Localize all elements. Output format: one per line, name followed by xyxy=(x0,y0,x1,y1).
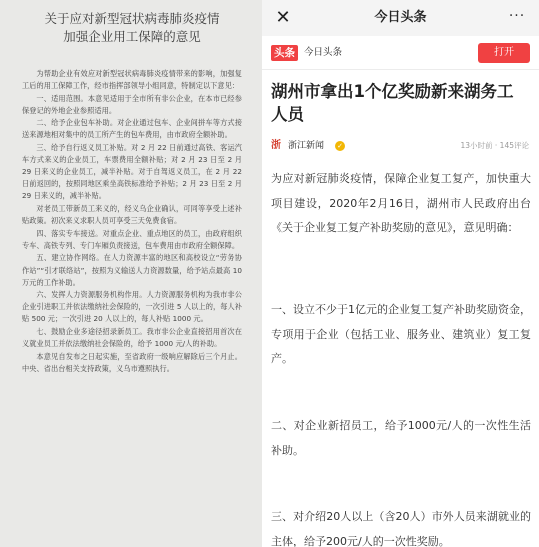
document-paragraph: 本意见自发布之日起实施，至省政府一级响应解除后三个月止。中央、省出台相关支持政策，义乌市遵照执行。 xyxy=(22,351,242,373)
document-paragraph: 二、给予企业包车补助。对企业通过包车、企业间拼车等方式接送来源地相对集中的员工所产生的包车费用，由市政府全额补助。 xyxy=(22,118,242,140)
open-app-button[interactable]: 打开 xyxy=(478,43,530,63)
document-paragraph: 五、建立协作网络。在人力资源丰富的地区和高校设立“劳务协作站”“引才联络站”，按照为义输送人力资源数量，给予站点最高 10 万元的工作补助。 xyxy=(22,253,242,287)
document-title-line2: 加强企业用工保障的意见 xyxy=(63,29,201,44)
article-paragraph: 为应对新冠肺炎疫情，保障企业复工复产，加快重大项目建设，2020年2月16日，湖州市人民政府出台《关于企业复工复产补助奖励的意见》，意见明确： xyxy=(271,172,531,234)
source-name[interactable]: 浙江新闻 xyxy=(288,141,325,151)
article-paragraph: 一、设立不少于1亿元的企业复工复产补助奖励资金，专项用于企业（包括工业、服务业、建筑业）复工复产。 xyxy=(271,303,531,365)
document-image xyxy=(0,0,262,547)
document-paragraph: 一、适用范围。本意见适用于全市所有非公企业，在本市已经参保登记的外地企业参照适用。 xyxy=(22,93,242,115)
app-top-bar xyxy=(262,0,539,36)
document-paragraph: 对老员工带新员工来义的，经义乌企业确认，可同等享受上述补贴政策。初次来义求职人员可享受三天免费食宿。 xyxy=(22,204,242,226)
app-title: 今日头条 xyxy=(374,10,427,25)
brand-name: 今日头条 xyxy=(304,47,343,58)
close-icon[interactable]: ✕ xyxy=(275,7,291,28)
article-paragraph: 三、对介绍20人以上（含20人）市外人员来湖就业的主体，给予200元/人的一次性奖励。 xyxy=(271,510,531,547)
document-paragraph: 为帮助企业有效应对新型冠状病毒肺炎疫情带来的影响，加强复工后的用工保障工作，经市指挥部领导小组同意，特制定以下意见： xyxy=(22,69,242,91)
more-icon[interactable]: ··· xyxy=(508,8,526,24)
document-paragraph: 七、鼓励企业多途径招录新员工。我市非公企业直接招用首次在义就业员工并依法缴纳社会保险的，给予 1000 元/人的补助。 xyxy=(22,326,242,349)
document-paragraph: 六、发挥人力资源服务机构作用。人力资源服务机构为我市非公企业引进职工并依法缴纳社会保险的，一次引进 5 人以上的，每人补贴 500 元；一次引进 20 人以上的，每人补贴 1000 元。 xyxy=(22,290,242,324)
document-title-line1: 关于应对新型冠状病毒肺炎疫情 xyxy=(44,11,220,26)
document-paragraph: 三、给予自行返义员工补贴。对 2 月 22 日前通过高铁、客运汽车方式来义的企业员工，车票费用全额补贴；对 2 月 23 日至 2 月 29 日来义的企业员工，减半补贴。对于自驾返义员工，在 2 月 22 日前返回的，按照同地区乘坐高铁标准给予补贴；2 月 23 日至 2 月 29 日来义的，减半补贴。 xyxy=(22,143,242,201)
article-paragraph: 二、对企业新招员工，给予1000元/人的一次性生活补助。 xyxy=(271,419,531,457)
source-logo-icon: 浙 xyxy=(271,140,281,151)
document-paragraph: 四、落实专车接送。对重点企业、重点地区的员工，由政府组织专车、高铁专列、专门车厢负责接送，包车费用由市政府全额保障。 xyxy=(22,228,242,250)
article-meta xyxy=(271,138,529,154)
publish-time-and-comments: 13小时前 · 145评论 xyxy=(460,141,529,150)
document-title xyxy=(22,10,242,46)
article-headline: 湖州市拿出1个亿奖励新来湖务工人员 xyxy=(271,82,514,124)
brand-logo: 头条 xyxy=(271,45,298,61)
news-app xyxy=(262,0,539,547)
verified-icon: ✓ xyxy=(335,141,345,151)
brand-bar xyxy=(262,36,539,70)
